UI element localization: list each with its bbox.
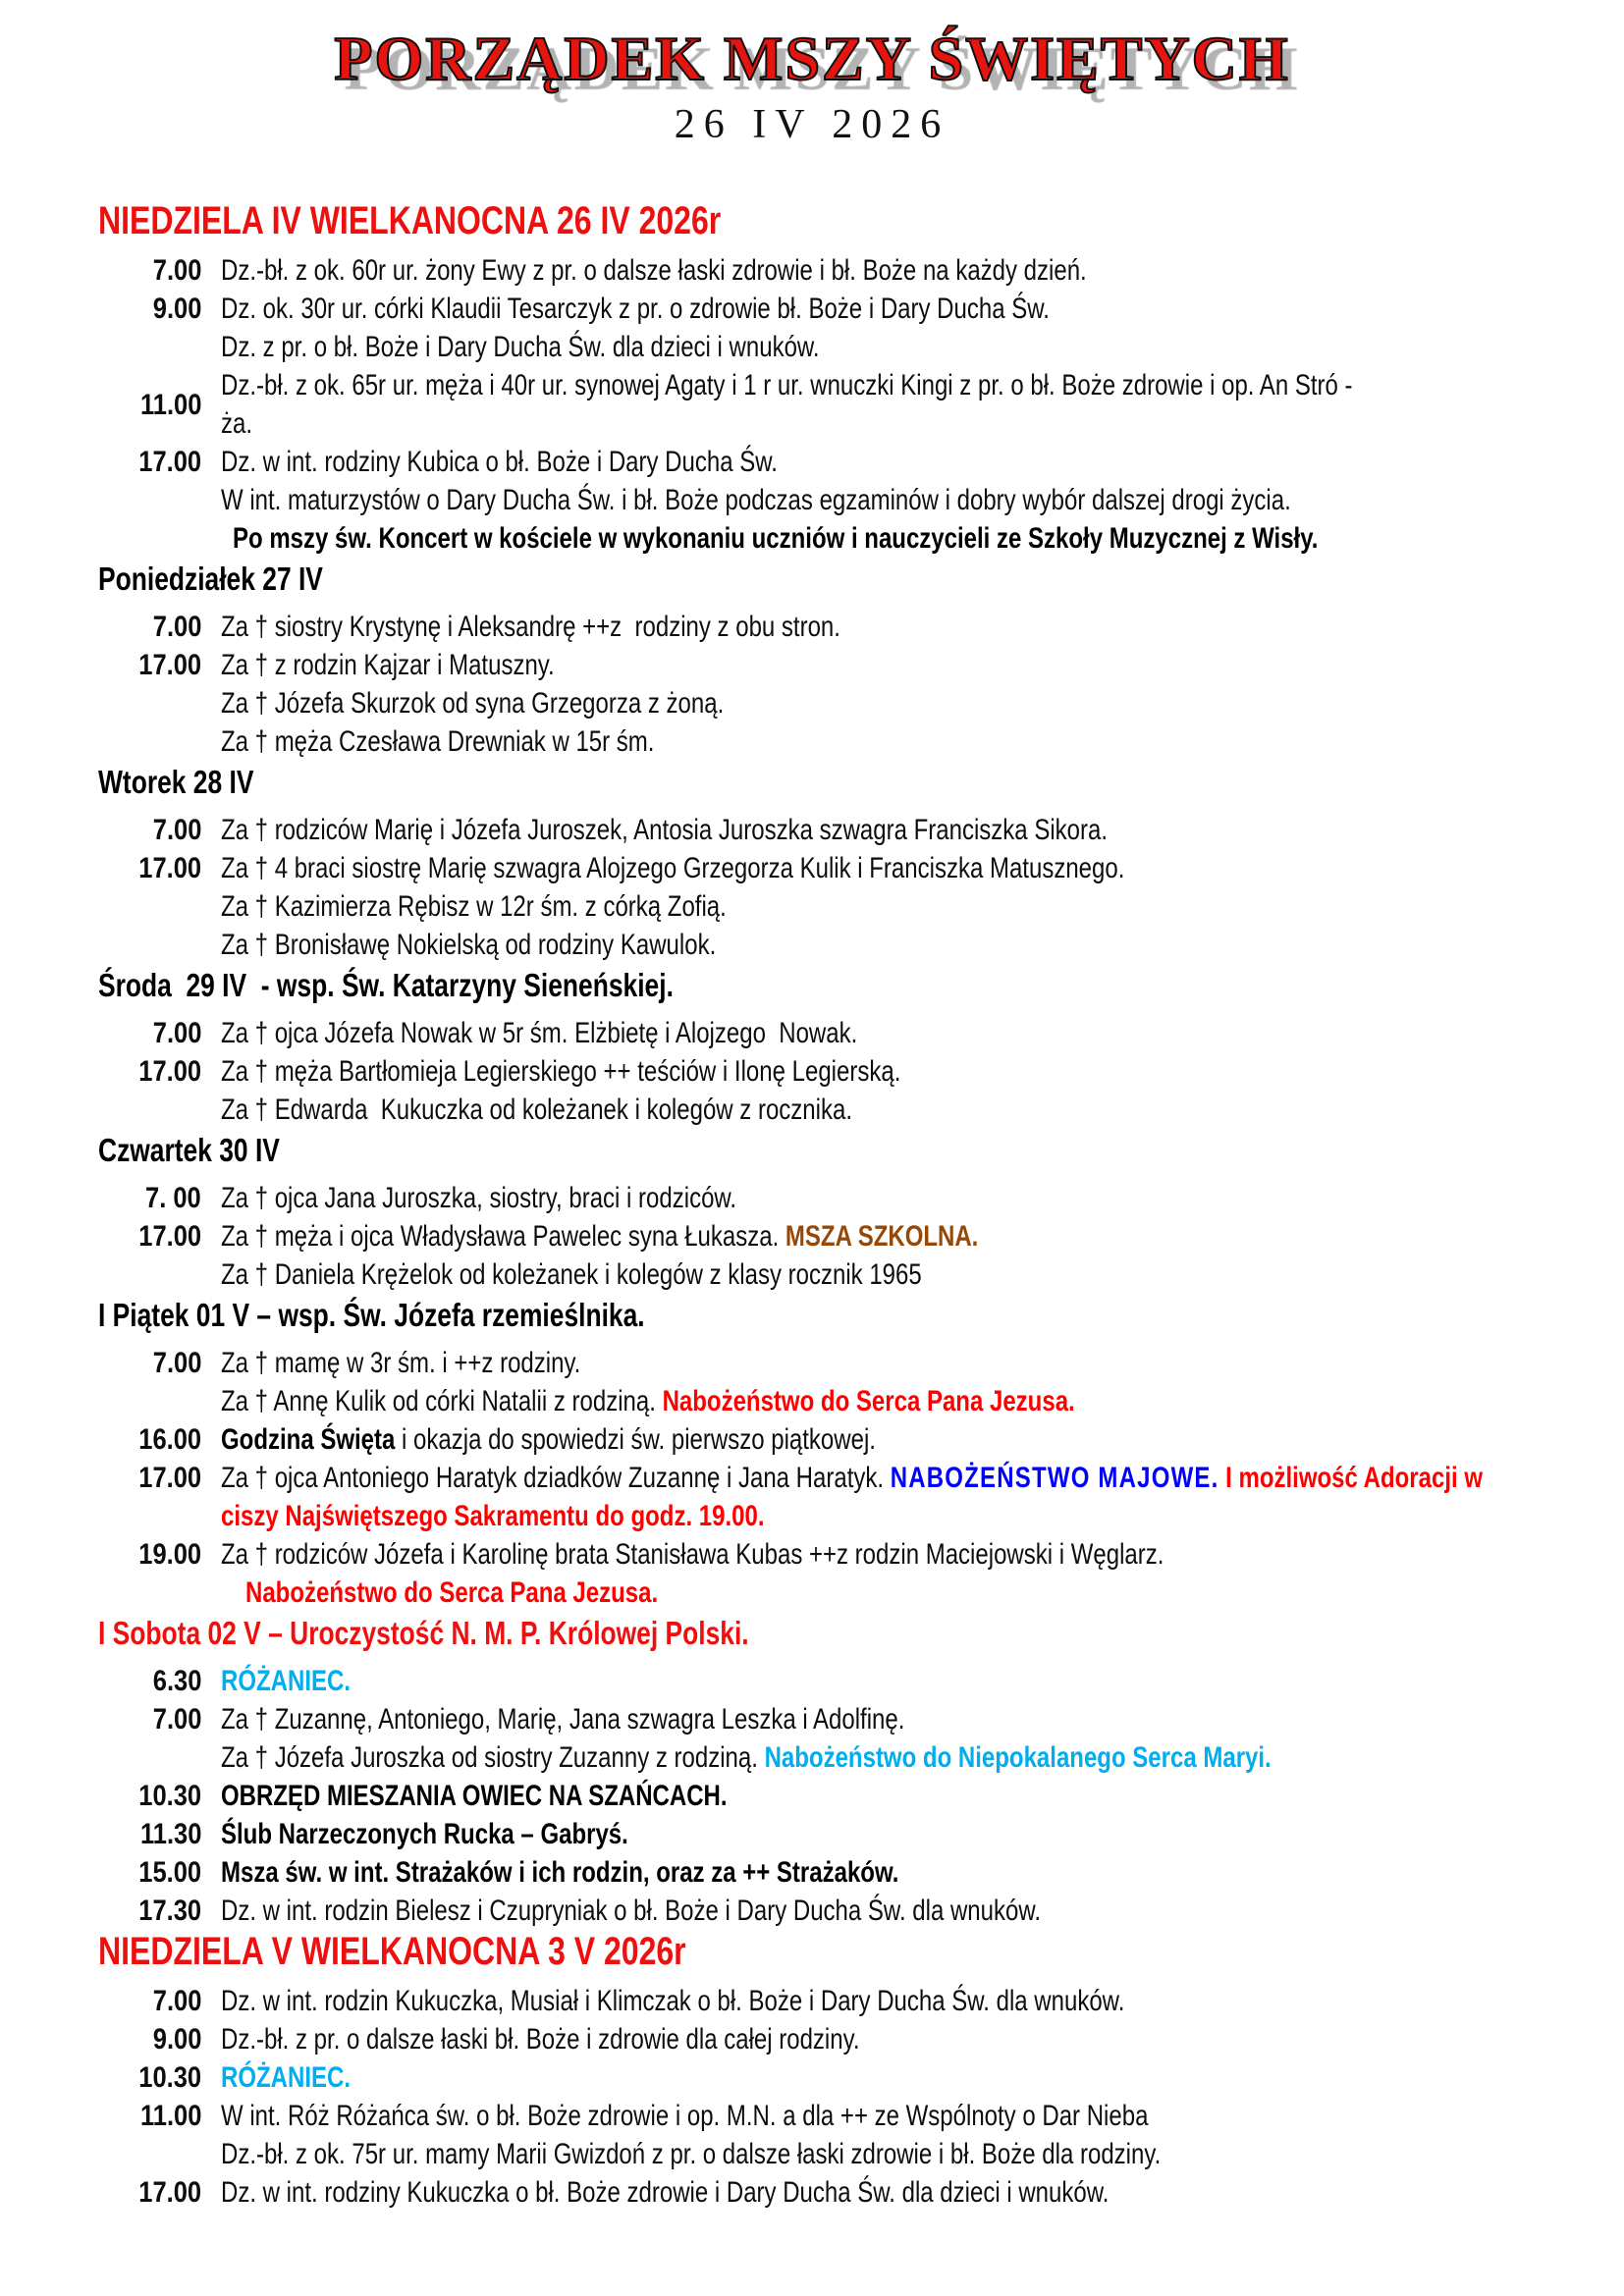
mass-time <box>0 1574 201 1612</box>
intention-line <box>221 2173 1109 2212</box>
mass-intention <box>221 811 1329 849</box>
mass-time-label: 11.30 <box>139 1818 201 1851</box>
intention-segment: Za † Bronisławę Nokielską od rodziny Kawulok. <box>221 929 717 962</box>
intention-segment: NABOŻEŃSTWO MAJOWE. <box>890 1462 1219 1495</box>
intention-segment: Za † Kazimierza Rębisz w 12r śm. z córką Zofią. <box>221 890 727 924</box>
mass-intention <box>221 926 839 964</box>
mass-time <box>0 519 201 558</box>
intention-line <box>221 1014 857 1052</box>
mass-time <box>0 1091 201 1129</box>
mass-time <box>0 1420 201 1459</box>
mass-intention <box>221 684 849 722</box>
day-heading <box>98 964 1624 1014</box>
intention-segment: I możliwość Adoracji w <box>1218 1462 1484 1495</box>
mass-intention <box>245 1574 761 1612</box>
mass-time <box>0 328 201 366</box>
mass-row <box>0 1982 1624 2020</box>
intention-line <box>221 1344 580 1382</box>
mass-intention <box>221 1344 671 1382</box>
mass-intention <box>221 1217 1167 1255</box>
mass-row <box>0 1892 1624 1930</box>
intention-line <box>221 1777 728 1815</box>
intention-line <box>221 1815 628 1853</box>
intention-line <box>221 2135 1161 2173</box>
intention-line <box>221 1497 1483 1535</box>
mass-row <box>0 1217 1624 1255</box>
mass-row <box>0 366 1624 443</box>
mass-time-label: 7.00 <box>152 1985 201 2018</box>
mass-time <box>0 1777 201 1815</box>
mass-row <box>0 2020 1624 2058</box>
mass-time <box>0 887 201 926</box>
mass-time <box>0 608 201 646</box>
mass-row <box>0 684 1624 722</box>
mass-time <box>0 386 201 424</box>
intention-line <box>221 1700 904 1738</box>
intention-line <box>221 722 654 761</box>
intention-line <box>221 251 1087 290</box>
mass-intention <box>221 608 996 646</box>
mass-time <box>0 1892 201 1930</box>
intention-line <box>221 481 1291 519</box>
mass-intention <box>221 443 917 481</box>
mass-time <box>0 251 201 290</box>
mass-time-label: 7.00 <box>152 254 201 288</box>
mass-time-label: 11.00 <box>139 2100 201 2133</box>
mass-time <box>0 926 201 964</box>
mass-row <box>0 926 1624 964</box>
intention-segment: Dz. w int. rodziny Kukuczka o bł. Boże zdrowie i Dary Ducha Św. dla dzieci i wnuków. <box>221 2176 1110 2210</box>
mass-intention <box>221 1777 853 1815</box>
day-heading-label: I Sobota 02 V – Uroczystość N. M. P. Królowej Polski. <box>98 1615 749 1652</box>
mass-row <box>0 1574 1624 1612</box>
mass-time <box>0 1382 201 1420</box>
day-heading <box>98 558 1624 608</box>
mass-time-label: 7.00 <box>152 611 201 644</box>
intention-segment: Za † 4 braci siostrę Marię szwagra Alojzego Grzegorza Kulik i Franciszka Matusznego. <box>221 852 1125 885</box>
mass-time-label: 10.30 <box>138 2061 201 2095</box>
mass-row <box>0 481 1624 519</box>
mass-intention <box>221 1853 1068 1892</box>
mass-time <box>0 684 201 722</box>
mass-time <box>0 1217 201 1255</box>
intention-segment: Za † rodziców Marię i Józefa Juroszek, Antosia Juroszka szwagra Franciszka Sikora. <box>221 814 1109 847</box>
mass-time-label: 17.00 <box>138 446 201 479</box>
mass-intention <box>221 722 763 761</box>
mass-row <box>0 2097 1624 2173</box>
intention-segment: RÓŻANIEC. <box>221 2061 351 2095</box>
mass-row <box>0 1700 1624 1738</box>
mass-time <box>0 1052 201 1091</box>
mass-intention <box>221 1738 1534 1777</box>
day-heading <box>98 199 1624 251</box>
intention-segment: Po mszy św. Koncert w kościele w wykonaniu uczniów i nauczycieli ze Szkoły Muzycznej z Wisły. <box>233 522 1319 556</box>
mass-intention <box>221 1091 1010 1129</box>
intention-segment: Dz.-bł. z ok. 75r ur. mamy Marii Gwizdoń z pr. o dalsze łaski zdrowie i bł. Boże dla rodziny. <box>221 2138 1162 2171</box>
intention-line <box>221 1179 736 1217</box>
mass-intention <box>221 1179 865 1217</box>
intention-segment: Godzina Święta <box>221 1423 396 1457</box>
day-heading-label: NIEDZIELA IV WIELKANOCNA 26 IV 2026r <box>98 199 722 243</box>
mass-row <box>0 1091 1624 1129</box>
intention-segment: W int. maturzystów o Dary Ducha Św. i bł. Boże podczas egzaminów i dobry wybór dalszej drogi życia. <box>221 484 1291 517</box>
intention-line <box>221 2020 860 2058</box>
intention-segment: MSZA SZKOLNA. <box>785 1220 979 1254</box>
intention-segment: Ślub Narzeczonych Rucka – Gabryś. <box>221 1818 628 1851</box>
intention-segment: Dz. z pr. o bł. Boże i Dary Ducha Św. dla dzieci i wnuków. <box>221 331 820 364</box>
mass-time <box>0 1815 201 1853</box>
mass-time-label: 17.00 <box>138 1220 201 1254</box>
intention-line <box>221 366 1353 404</box>
mass-row <box>0 722 1624 761</box>
mass-intention <box>233 519 1590 558</box>
mass-row <box>0 251 1624 290</box>
mass-intention <box>221 849 1350 887</box>
intention-segment: Nabożeństwo do Serca Pana Jezusa. <box>245 1576 659 1610</box>
mass-row <box>0 1853 1624 1892</box>
mass-intention <box>221 1662 383 1700</box>
mass-row <box>0 1382 1624 1420</box>
mass-time <box>0 2097 201 2135</box>
mass-intention <box>221 887 853 926</box>
intention-line <box>221 1091 852 1129</box>
mass-intention <box>221 1892 1246 1930</box>
intention-line <box>221 1459 1483 1497</box>
intention-line <box>221 1853 898 1892</box>
mass-intention <box>221 328 969 366</box>
intention-segment: Dz.-bł. z ok. 65r ur. męża i 40r ur. synowej Agaty i 1 r ur. wnuczki Kingi z pr. o bł. Boże zdrowie i op. An Stró - <box>221 369 1353 402</box>
mass-row <box>0 887 1624 926</box>
mass-intention <box>221 1382 1288 1420</box>
mass-time <box>0 1179 201 1217</box>
intention-line <box>221 1982 1124 2020</box>
mass-time-label: 17.00 <box>138 649 201 682</box>
mass-intention <box>221 1982 1350 2020</box>
mass-time-label: 17.30 <box>138 1895 201 1928</box>
mass-row <box>0 328 1624 366</box>
mass-time <box>0 811 201 849</box>
mass-intention <box>221 1420 1040 1459</box>
mass-time <box>0 481 201 519</box>
intention-line <box>221 1052 900 1091</box>
mass-row <box>0 2173 1624 2212</box>
day-heading-label: NIEDZIELA V WIELKANOCNA 3 V 2026r <box>98 1930 686 1974</box>
intention-line <box>221 646 555 684</box>
intention-line <box>221 926 716 964</box>
day-heading-label: I Piątek 01 V – wsp. Św. Józefa rzemieślnika. <box>98 1297 645 1334</box>
mass-time-label: 17.00 <box>138 852 201 885</box>
day-heading <box>98 761 1624 811</box>
intention-line <box>221 811 1108 849</box>
intention-line <box>221 290 1050 328</box>
intention-line <box>221 1255 922 1294</box>
mass-intention <box>221 1535 1400 1574</box>
mass-time <box>0 1344 201 1382</box>
mass-row <box>0 443 1624 481</box>
intention-segment: ciszy Najświętszego Sakramentu do godz. 19.00. <box>221 1500 765 1533</box>
intention-line <box>221 1382 1075 1420</box>
intention-segment: Dz. ok. 30r ur. córki Klaudii Tesarczyk z pr. o zdrowie bł. Boże i Dary Ducha Św. <box>221 293 1050 326</box>
mass-row <box>0 1052 1624 1091</box>
intention-segment: Za † Daniela Krężelok od koleżanek i kolegów z klasy rocznik 1965 <box>221 1258 922 1292</box>
mass-intention <box>221 2058 383 2097</box>
mass-row <box>0 1777 1624 1815</box>
intention-line <box>221 1892 1041 1930</box>
day-heading <box>98 1612 1624 1662</box>
intention-segment: ża. <box>221 407 253 441</box>
mass-time-label: 17.00 <box>138 2176 201 2210</box>
intention-segment: Za † męża Bartłomieja Legierskiego ++ teściów i Ilonę Legierską. <box>221 1055 901 1089</box>
mass-time <box>0 443 201 481</box>
mass-intention <box>221 2097 1396 2173</box>
mass-intention <box>221 1459 1624 1535</box>
intention-line <box>221 849 1124 887</box>
mass-time-label: 15.00 <box>138 1856 201 1890</box>
mass-time-label: 16.00 <box>138 1423 201 1457</box>
mass-time-label: 6.30 <box>152 1665 201 1698</box>
intention-line <box>221 684 724 722</box>
intention-segment: Msza św. w int. Strażaków i ich rodzin, oraz za ++ Strażaków. <box>221 1856 899 1890</box>
intention-line <box>221 1738 1272 1777</box>
intention-segment: Za † Edwarda Kukuczka od koleżanek i kolegów z rocznika. <box>221 1094 852 1127</box>
intention-segment: Za † Józefa Skurzok od syna Grzegorza z żoną. <box>221 687 725 721</box>
mass-intention <box>221 251 1303 290</box>
mass-row <box>0 290 1624 328</box>
mass-time-label: 9.00 <box>152 293 201 326</box>
day-heading <box>98 1129 1624 1179</box>
day-heading-label: Wtorek 28 IV <box>98 764 254 801</box>
mass-row <box>0 1420 1624 1459</box>
intention-line <box>221 2097 1161 2135</box>
intention-line <box>221 2058 351 2097</box>
intention-segment: Za † ojca Józefa Nowak w 5r śm. Elżbietę i Alojzego Nowak. <box>221 1017 858 1050</box>
intention-line <box>221 887 727 926</box>
mass-intention <box>221 2173 1330 2212</box>
intention-line <box>221 328 820 366</box>
mass-time-label: 7.00 <box>152 1347 201 1380</box>
intention-segment: Za † mamę w 3r śm. i ++z rodziny. <box>221 1347 581 1380</box>
mass-intention <box>221 366 1624 443</box>
mass-intention <box>221 2020 1019 2058</box>
mass-time <box>0 1255 201 1294</box>
intention-segment: Nabożeństwo do Serca Pana Jezusa. <box>662 1385 1075 1418</box>
mass-row <box>0 608 1624 646</box>
intention-line <box>245 1574 658 1612</box>
mass-row <box>0 519 1624 558</box>
mass-time-label: 10.30 <box>138 1780 201 1813</box>
intention-segment: Dz. w int. rodzin Kukuczka, Musiał i Klimczak o bł. Boże i Dary Ducha Św. dla wnuków. <box>221 1985 1125 2018</box>
intention-segment: Dz.-bł. z pr. o dalsze łaski bł. Boże i zdrowie dla całej rodziny. <box>221 2023 860 2056</box>
mass-time-label: 19.00 <box>138 1538 201 1572</box>
intention-segment: Za † z rodzin Kajzar i Matuszny. <box>221 649 555 682</box>
intention-segment: i okazja do spowiedzi św. pierwszo piątkowej. <box>395 1423 876 1457</box>
mass-row <box>0 1459 1624 1535</box>
intention-segment: Za † męża i ojca Władysława Pawelec syna Łukasza. <box>221 1220 785 1254</box>
intention-segment: Nabożeństwo do Niepokalanego Serca Maryi. <box>764 1741 1272 1775</box>
mass-intention <box>221 1815 731 1853</box>
intention-segment: Dz. w int. rodziny Kubica o bł. Boże i Dary Ducha Św. <box>221 446 778 479</box>
mass-row <box>0 1738 1624 1777</box>
mass-row <box>0 1535 1624 1574</box>
mass-time <box>0 1853 201 1892</box>
mass-time <box>0 1662 201 1700</box>
intention-segment: OBRZĘD MIESZANIA OWIEC NA SZAŃCACH. <box>221 1780 728 1813</box>
mass-time-label: 7.00 <box>152 1703 201 1736</box>
mass-intention <box>221 290 1257 328</box>
mass-time <box>0 1700 201 1738</box>
document-date: 26 IV 2026 <box>674 102 950 148</box>
intention-line <box>221 1535 1164 1574</box>
mass-time-label: 7.00 <box>152 814 201 847</box>
intention-line <box>221 1217 978 1255</box>
intention-segment: RÓŻANIEC. <box>221 1665 351 1698</box>
mass-intention <box>221 1014 1016 1052</box>
intention-segment: Dz.-bł. z ok. 60r ur. żony Ewy z pr. o dalsze łaski zdrowie i bł. Boże na każdy dzień. <box>221 254 1087 288</box>
mass-time-label: 7. 00 <box>145 1182 201 1215</box>
mass-row <box>0 1014 1624 1052</box>
intention-line <box>221 443 778 481</box>
mass-row <box>0 1179 1624 1217</box>
mass-time-label: 11.00 <box>139 388 201 421</box>
intention-segment: Dz. w int. rodzin Bielesz i Czupryniak o bł. Boże i Dary Ducha Św. dla wnuków. <box>221 1895 1042 1928</box>
intention-line <box>221 1420 876 1459</box>
intention-line <box>233 519 1318 558</box>
intention-line <box>221 1662 351 1700</box>
mass-time <box>0 646 201 684</box>
intention-line <box>221 404 1353 443</box>
mass-time <box>0 1738 201 1777</box>
mass-time <box>0 2058 201 2097</box>
day-heading-label: Poniedziałek 27 IV <box>98 561 323 598</box>
mass-row <box>0 2058 1624 2097</box>
mass-row <box>0 646 1624 684</box>
mass-time <box>0 1982 201 2020</box>
day-heading-label: Środa 29 IV - wsp. Św. Katarzyny Sieneńskiej. <box>98 967 674 1004</box>
mass-intention <box>221 646 638 684</box>
mass-time-label: 7.00 <box>152 1017 201 1050</box>
mass-intention <box>221 1255 1097 1294</box>
intention-segment: Za † Annę Kulik od córki Natalii z rodziną. <box>221 1385 663 1418</box>
mass-time-label: 17.00 <box>138 1462 201 1495</box>
title-block <box>0 0 1624 148</box>
mass-row <box>0 849 1624 887</box>
intention-line <box>221 608 840 646</box>
mass-row <box>0 1662 1624 1700</box>
mass-row <box>0 1815 1624 1853</box>
intention-segment: Za † męża Czesława Drewniak w 15r śm. <box>221 725 655 759</box>
mass-time-label: 17.00 <box>138 1055 201 1089</box>
mass-time <box>0 722 201 761</box>
mass-time <box>0 290 201 328</box>
mass-time <box>0 2020 201 2058</box>
intention-segment: Za † Zuzannę, Antoniego, Marię, Jana szwagra Leszka i Adolfinę. <box>221 1703 905 1736</box>
mass-intention <box>221 481 1558 519</box>
mass-time <box>0 2173 201 2212</box>
mass-row <box>0 1255 1624 1294</box>
mass-time <box>0 1535 201 1574</box>
mass-row <box>0 1344 1624 1382</box>
mass-time <box>0 849 201 887</box>
intention-segment: Za † ojca Jana Juroszka, siostry, braci i rodziców. <box>221 1182 737 1215</box>
mass-row <box>0 811 1624 849</box>
mass-intention <box>221 1700 1076 1738</box>
mass-time-label: 9.00 <box>152 2023 201 2056</box>
document-title: PORZĄDEK MSZY ŚWIĘTYCH <box>334 24 1290 93</box>
day-heading <box>98 1294 1624 1344</box>
intention-segment: W int. Róż Różańca św. o bł. Boże zdrowie i op. M.N. a dla ++ ze Wspólnoty o Dar Nieba <box>221 2100 1149 2133</box>
schedule <box>0 199 1624 2212</box>
intention-segment: Za † ojca Antoniego Haratyk dziadków Zuzannę i Jana Haratyk. <box>221 1462 891 1495</box>
mass-time <box>0 1459 201 1497</box>
day-heading-label: Czwartek 30 IV <box>98 1132 280 1169</box>
mass-intention <box>221 1052 1070 1091</box>
mass-time <box>0 1014 201 1052</box>
intention-segment: Za † Józefa Juroszka od siostry Zuzanny z rodziną. <box>221 1741 765 1775</box>
intention-segment: Za † siostry Krystynę i Aleksandrę ++z rodziny z obu stron. <box>221 611 840 644</box>
intention-segment: Za † rodziców Józefa i Karolinę brata Stanisława Kubas ++z rodzin Maciejowski i Węglarz. <box>221 1538 1164 1572</box>
day-heading <box>98 1930 1624 1982</box>
